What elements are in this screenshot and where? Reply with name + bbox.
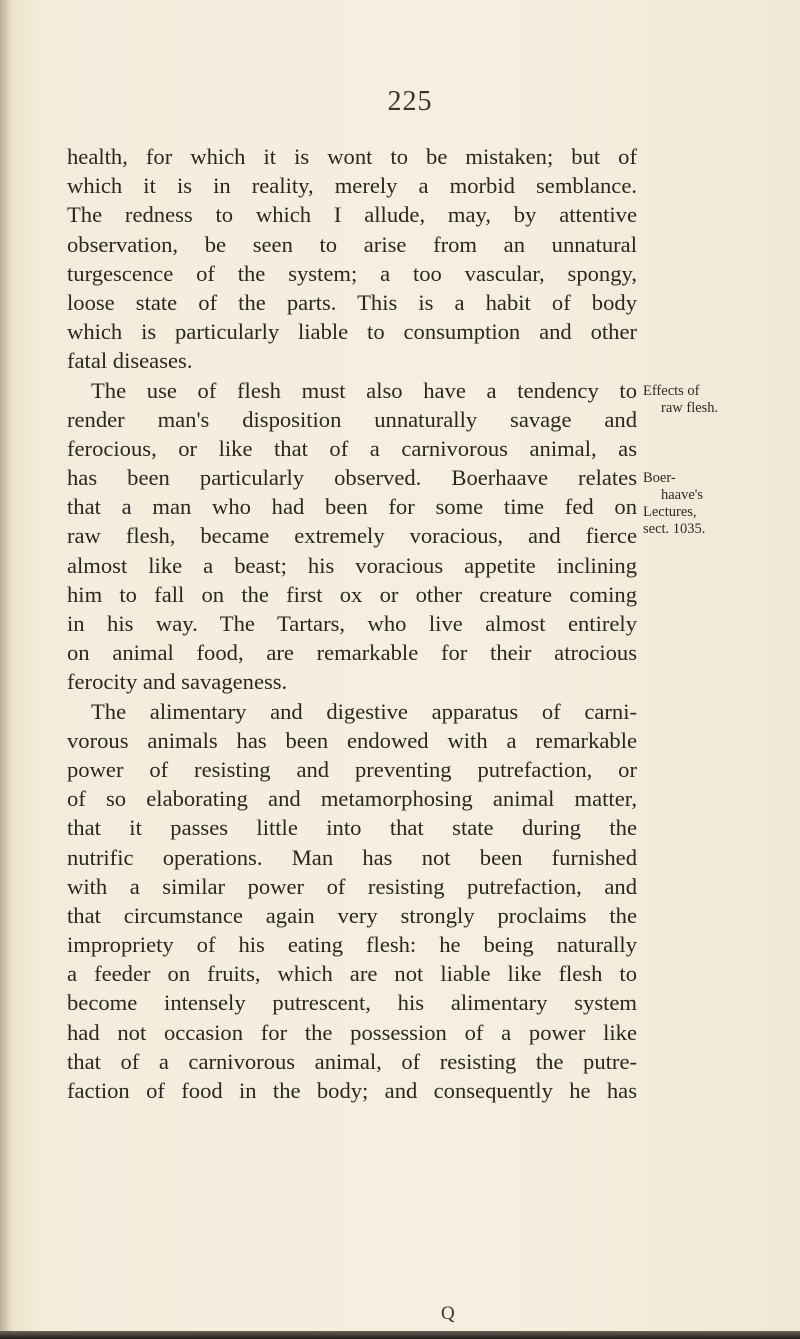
text-line: power of resisting and preventing putrefaction, or	[67, 756, 637, 782]
margin-note-line: sect. 1035.	[643, 521, 706, 537]
page-number: 225	[387, 86, 433, 117]
text-line: of so elaborating and metamorphosing animal matter,	[67, 786, 637, 812]
text-line: vorous animals has been endowed with a remarkable	[67, 727, 637, 753]
margin-note-boerhaave-lectures	[643, 470, 793, 538]
text-line: observation, be seen to arise from an unnatural	[67, 231, 637, 257]
main-text-block	[67, 142, 637, 1105]
text-line: ferocity and savageness.	[67, 669, 288, 695]
margin-note-line: Lectures,	[643, 504, 697, 520]
text-line: almost like a beast; his voracious appetite inclining	[67, 552, 637, 578]
text-line: that it passes little into that state during the	[67, 815, 637, 841]
text-line: on animal food, are remarkable for their atrocious	[67, 640, 637, 666]
text-line: turgescence of the system; a too vascular, spongy,	[67, 260, 637, 286]
signature-mark: Q	[441, 1303, 455, 1324]
text-line: which is particularly liable to consumption and other	[67, 319, 637, 345]
text-line: that of a carnivorous animal, of resisting the putre-	[67, 1048, 637, 1074]
text-line: render man's disposition unnaturally savage and	[67, 406, 637, 432]
text-line: ferocious, or like that of a carnivorous animal, as	[67, 435, 637, 461]
text-line: impropriety of his eating flesh: he being naturally	[67, 932, 637, 958]
text-line: had not occasion for the possession of a power like	[67, 1019, 637, 1045]
text-line: that circumstance again very strongly proclaims the	[67, 902, 637, 928]
page-gutter-shadow	[0, 0, 10, 1339]
margin-note-line: haave's	[661, 487, 704, 503]
text-line: has been particularly observed. Boerhaave relates	[67, 465, 637, 491]
text-line: fatal diseases.	[67, 348, 193, 374]
text-line: in his way. The Tartars, who live almost entirely	[67, 611, 637, 636]
text-line: loose state of the parts. This is a habit of body	[67, 289, 637, 315]
text-line: with a similar power of resisting putrefaction, and	[67, 873, 637, 899]
text-line: The use of flesh must also have a tendency to	[91, 377, 637, 403]
text-line: raw flesh, became extremely voracious, and fierce	[67, 523, 637, 549]
text-line: health, for which it is wont to be mistaken; but of	[67, 144, 637, 169]
text-line: become intensely putrescent, his alimentary system	[67, 990, 637, 1016]
text-line: nutrific operations. Man has not been furnished	[67, 844, 637, 870]
text-line: him to fall on the first ox or other creature coming	[67, 581, 637, 607]
text-line: faction of food in the body; and consequently he has	[67, 1078, 637, 1103]
text-line: The redness to which I allude, may, by attentive	[67, 202, 637, 228]
text-line: which it is in reality, merely a morbid semblance.	[67, 173, 637, 199]
margin-note-line: raw flesh.	[661, 400, 719, 416]
margin-note-line: Boer-	[643, 470, 676, 486]
margin-note-line: Effects of	[643, 383, 700, 399]
margin-note-effects-of-raw-flesh	[643, 383, 793, 417]
text-line: The alimentary and digestive apparatus of carni-	[91, 698, 637, 724]
page-bottom-edge	[0, 1331, 800, 1339]
text-line: that a man who had been for some time fed on	[67, 494, 637, 520]
text-line: a feeder on fruits, which are not liable like flesh to	[67, 961, 637, 987]
